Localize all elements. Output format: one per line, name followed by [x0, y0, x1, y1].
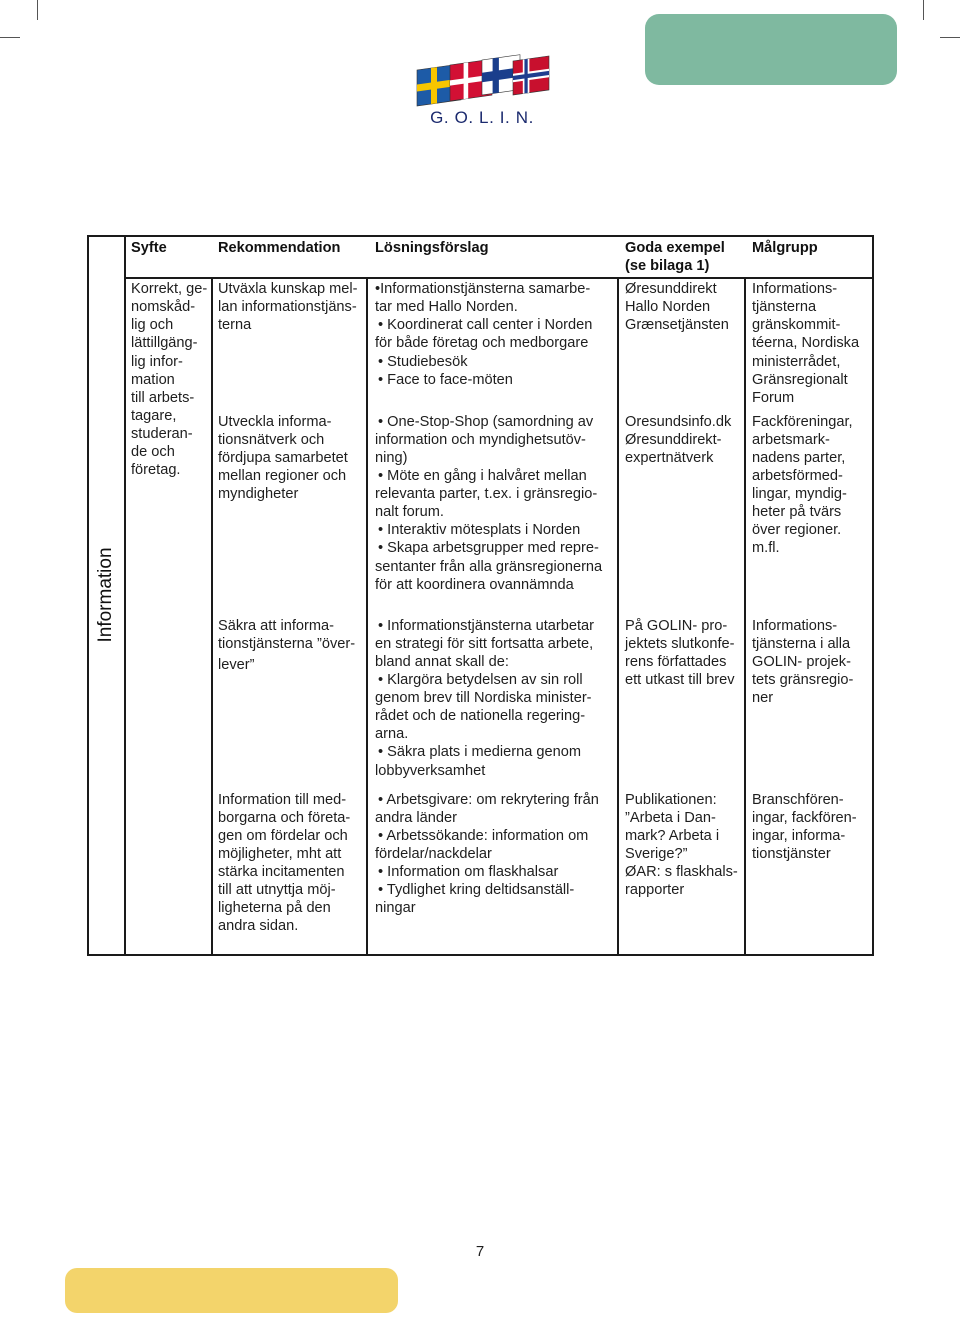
cell-losningsforslag	[375, 280, 592, 389]
text-line: Hallo Norden	[625, 299, 711, 316]
cell-malgrupp	[752, 280, 859, 407]
text-line: borgarna och företa-	[218, 809, 351, 826]
text-line: ligheterna på den	[218, 900, 331, 917]
text-line: tets gränsregio-	[752, 671, 854, 688]
header-syfte: Syfte	[131, 240, 167, 256]
cell-goda-exempel	[625, 413, 731, 467]
text-line: företag.	[131, 462, 181, 479]
bullet-line: • Arbetsgivare: om rekrytering från	[378, 791, 599, 808]
nordic-flags-logo	[410, 48, 555, 112]
text-line: lättillgäng-	[131, 335, 198, 352]
text-line: gränskommit-	[752, 317, 841, 334]
text-line: stärka incitamenten	[218, 864, 345, 881]
text-line: en strategi för sitt fortsatta arbete,	[375, 635, 594, 652]
cell-losningsforslag	[375, 413, 602, 594]
text-line: Utväxla kunskap mel-	[218, 281, 358, 297]
bullet-line: • Interaktiv mötesplats i Norden	[378, 522, 581, 539]
text-line: rens författades	[625, 653, 727, 670]
text-line: heter på tvärs	[752, 504, 842, 521]
bullet-line: • One-Stop-Shop (samordning av	[378, 413, 594, 430]
text-line: studeran-	[131, 426, 193, 443]
cell-goda-exempel	[625, 791, 738, 900]
table-border-bottom	[87, 954, 874, 956]
text-line: ning)	[375, 449, 408, 466]
text-line: tionstjänster	[752, 845, 831, 862]
cell-losningsforslag	[375, 617, 594, 780]
logo-text: G. O. L. I. N.	[430, 108, 534, 127]
text-line: ingar, fackfören-	[752, 809, 857, 826]
text-line: för att koordinera ovannämnda	[375, 576, 574, 593]
text-line: jektets slutkonfe-	[625, 635, 735, 652]
text-line: arna.	[375, 726, 409, 743]
yellow-footer-tab	[65, 1268, 398, 1313]
text-line: information och myndighetsutöv-	[375, 431, 586, 448]
text-line: Øresunddirekt-	[625, 431, 722, 448]
bullet-line: • Koordinerat call center i Norden	[378, 317, 593, 334]
text-line: nomskåd-	[131, 299, 196, 316]
text-line: ”Arbeta i Dan-	[625, 809, 716, 826]
cell-goda-exempel	[625, 617, 735, 690]
page-number: 7	[475, 1243, 485, 1260]
text-line: tjänsterna	[752, 299, 817, 316]
norway-flag-icon	[513, 56, 549, 95]
text-line: genom brev till Nordiska minister-	[375, 690, 592, 707]
column-divider	[617, 277, 619, 956]
cell-rekommendation	[218, 280, 358, 334]
cell-goda-exempel	[625, 280, 729, 334]
column-divider	[211, 277, 213, 956]
text-line: Sverige?”	[625, 845, 688, 862]
text-line: till att utnyttja möj-	[218, 882, 336, 899]
text-line: Säkra att informa-	[218, 617, 334, 634]
text-line: arbetsförmed-	[752, 467, 843, 484]
text-line: mation	[131, 371, 175, 388]
text-line: lan informationstjäns-	[218, 299, 357, 316]
text-line: tar med Hallo Norden.	[375, 299, 518, 316]
text-line: lingar, myndig-	[752, 486, 847, 503]
text-line: ministerrådet,	[752, 353, 841, 370]
text-line: Branschfören-	[752, 791, 844, 808]
text-line: tagare,	[131, 407, 177, 424]
cell-malgrupp	[752, 413, 853, 558]
text-line: tjänsterna i alla	[752, 635, 851, 652]
text-line: rapporter	[625, 882, 685, 899]
text-line: m.fl.	[752, 540, 780, 557]
bullet-line: • Tydlighet kring deltidsanställ-	[378, 882, 575, 899]
cell-syfte	[131, 280, 207, 480]
text-line: ingar, informa-	[752, 827, 846, 844]
header-line: (se bilaga 1)	[625, 258, 710, 275]
bullet-line: • Face to face-möten	[378, 371, 513, 388]
text-line: ett utkast till brev	[625, 671, 735, 688]
table-border-top	[87, 235, 874, 237]
header-losningsforslag: Lösningsförslag	[375, 240, 489, 256]
text-line: fördelar/nackdelar	[375, 845, 492, 862]
text-line: •Informationstjänsterna samarbe-	[375, 281, 591, 297]
column-divider	[366, 277, 368, 956]
cell-rekommendation	[218, 413, 348, 504]
text-line: andra länder	[375, 809, 457, 826]
bullet-line: • Klargöra betydelsen av sin roll	[378, 671, 583, 688]
text-line: bland annat skall de:	[375, 653, 509, 670]
bullet-line: • Information om flaskhalsar	[378, 864, 559, 881]
cell-malgrupp	[752, 617, 853, 708]
text-line: för både företag och medborgare	[375, 335, 589, 352]
text-line: lobbyverksamhet	[375, 762, 486, 779]
table-border-left	[87, 235, 89, 956]
text-line: téerna, Nordiska	[752, 335, 860, 352]
text-line: Øresunddirekt	[625, 281, 717, 297]
bullet-line: • Möte en gång i halvåret mellan	[378, 467, 587, 484]
cell-rekommendation	[218, 791, 350, 936]
text-line: Utveckla informa-	[218, 413, 332, 430]
text-line: ningar	[375, 900, 416, 917]
text-line: tionstjänsterna ”över-	[218, 635, 356, 652]
text-line: sentanter från alla gränsregionerna	[375, 558, 603, 575]
text-line: myndigheter	[218, 486, 299, 503]
bullet-line: • Studiebesök	[378, 353, 468, 370]
bullet-line: • Skapa arbetsgrupper med repre-	[378, 540, 599, 557]
text-line: de och	[131, 444, 175, 461]
text-line: ØAR: s flaskhals-	[625, 864, 738, 881]
text-line: expertnätverk	[625, 449, 714, 466]
text-line: lever”	[218, 656, 255, 673]
text-line: På GOLIN- pro-	[625, 617, 728, 634]
text-line: mark? Arbeta i	[625, 827, 720, 844]
text-line: relevanta parter, t.ex. i gränsregio-	[375, 486, 598, 503]
bullet-line: • Säkra plats i medierna genom	[378, 744, 582, 761]
text-line: fördjupa samarbetet	[218, 449, 348, 466]
text-line: terna	[218, 317, 252, 334]
text-line: Gränsregionalt	[752, 371, 848, 388]
header-malgrupp: Målgrupp	[752, 240, 818, 256]
text-line: GOLIN- projek-	[752, 653, 851, 670]
text-line: Informations-	[752, 617, 838, 634]
text-line: till arbets-	[131, 389, 195, 406]
text-line: nadens parter,	[752, 449, 846, 466]
cell-losningsforslag	[375, 791, 599, 918]
text-line: Publikationen:	[625, 791, 717, 808]
text-line: Informations-	[752, 281, 838, 297]
cell-malgrupp	[752, 791, 857, 864]
text-line: nalt forum.	[375, 504, 444, 521]
crop-mark	[37, 0, 38, 20]
text-line: Forum	[752, 389, 795, 406]
green-header-tab	[645, 14, 897, 85]
text-line: över regioner.	[752, 522, 842, 539]
text-line: lig och	[131, 317, 174, 334]
text-line: Fackföreningar,	[752, 413, 853, 430]
text-line: gen om fördelar och	[218, 827, 348, 844]
text-line: möjligheter, mht att	[218, 845, 342, 862]
cell-rekommendation	[218, 617, 355, 674]
text-line: ner	[752, 690, 774, 707]
crop-mark	[0, 37, 20, 38]
text-line: Information till med-	[218, 791, 347, 808]
bullet-line: • Informationstjänsterna utarbetar	[378, 617, 595, 634]
text-line: mellan regioner och	[218, 467, 347, 484]
text-line: tionsnätverk och	[218, 431, 325, 448]
text-line: Oresundsinfo.dk	[625, 413, 732, 430]
text-line: andra sidan.	[218, 918, 299, 935]
crop-mark	[923, 0, 924, 20]
header-line: Goda exempel	[625, 240, 725, 256]
header-goda-exempel	[625, 239, 725, 275]
column-divider	[744, 277, 746, 956]
text-line: rådet och de nationella regering-	[375, 708, 586, 725]
text-line: lig infor-	[131, 353, 183, 370]
header-rekommendation: Rekommendation	[218, 240, 341, 256]
side-label-divider	[124, 235, 126, 956]
table-border-right	[872, 235, 874, 956]
text-line: arbetsmark-	[752, 431, 830, 448]
text-line: Grænsetjänsten	[625, 317, 729, 334]
side-label: Information	[95, 547, 116, 643]
text-line: Korrekt, ge-	[131, 281, 208, 297]
header-divider	[124, 277, 874, 279]
crop-mark	[940, 37, 960, 38]
bullet-line: • Arbetssökande: information om	[378, 827, 589, 844]
